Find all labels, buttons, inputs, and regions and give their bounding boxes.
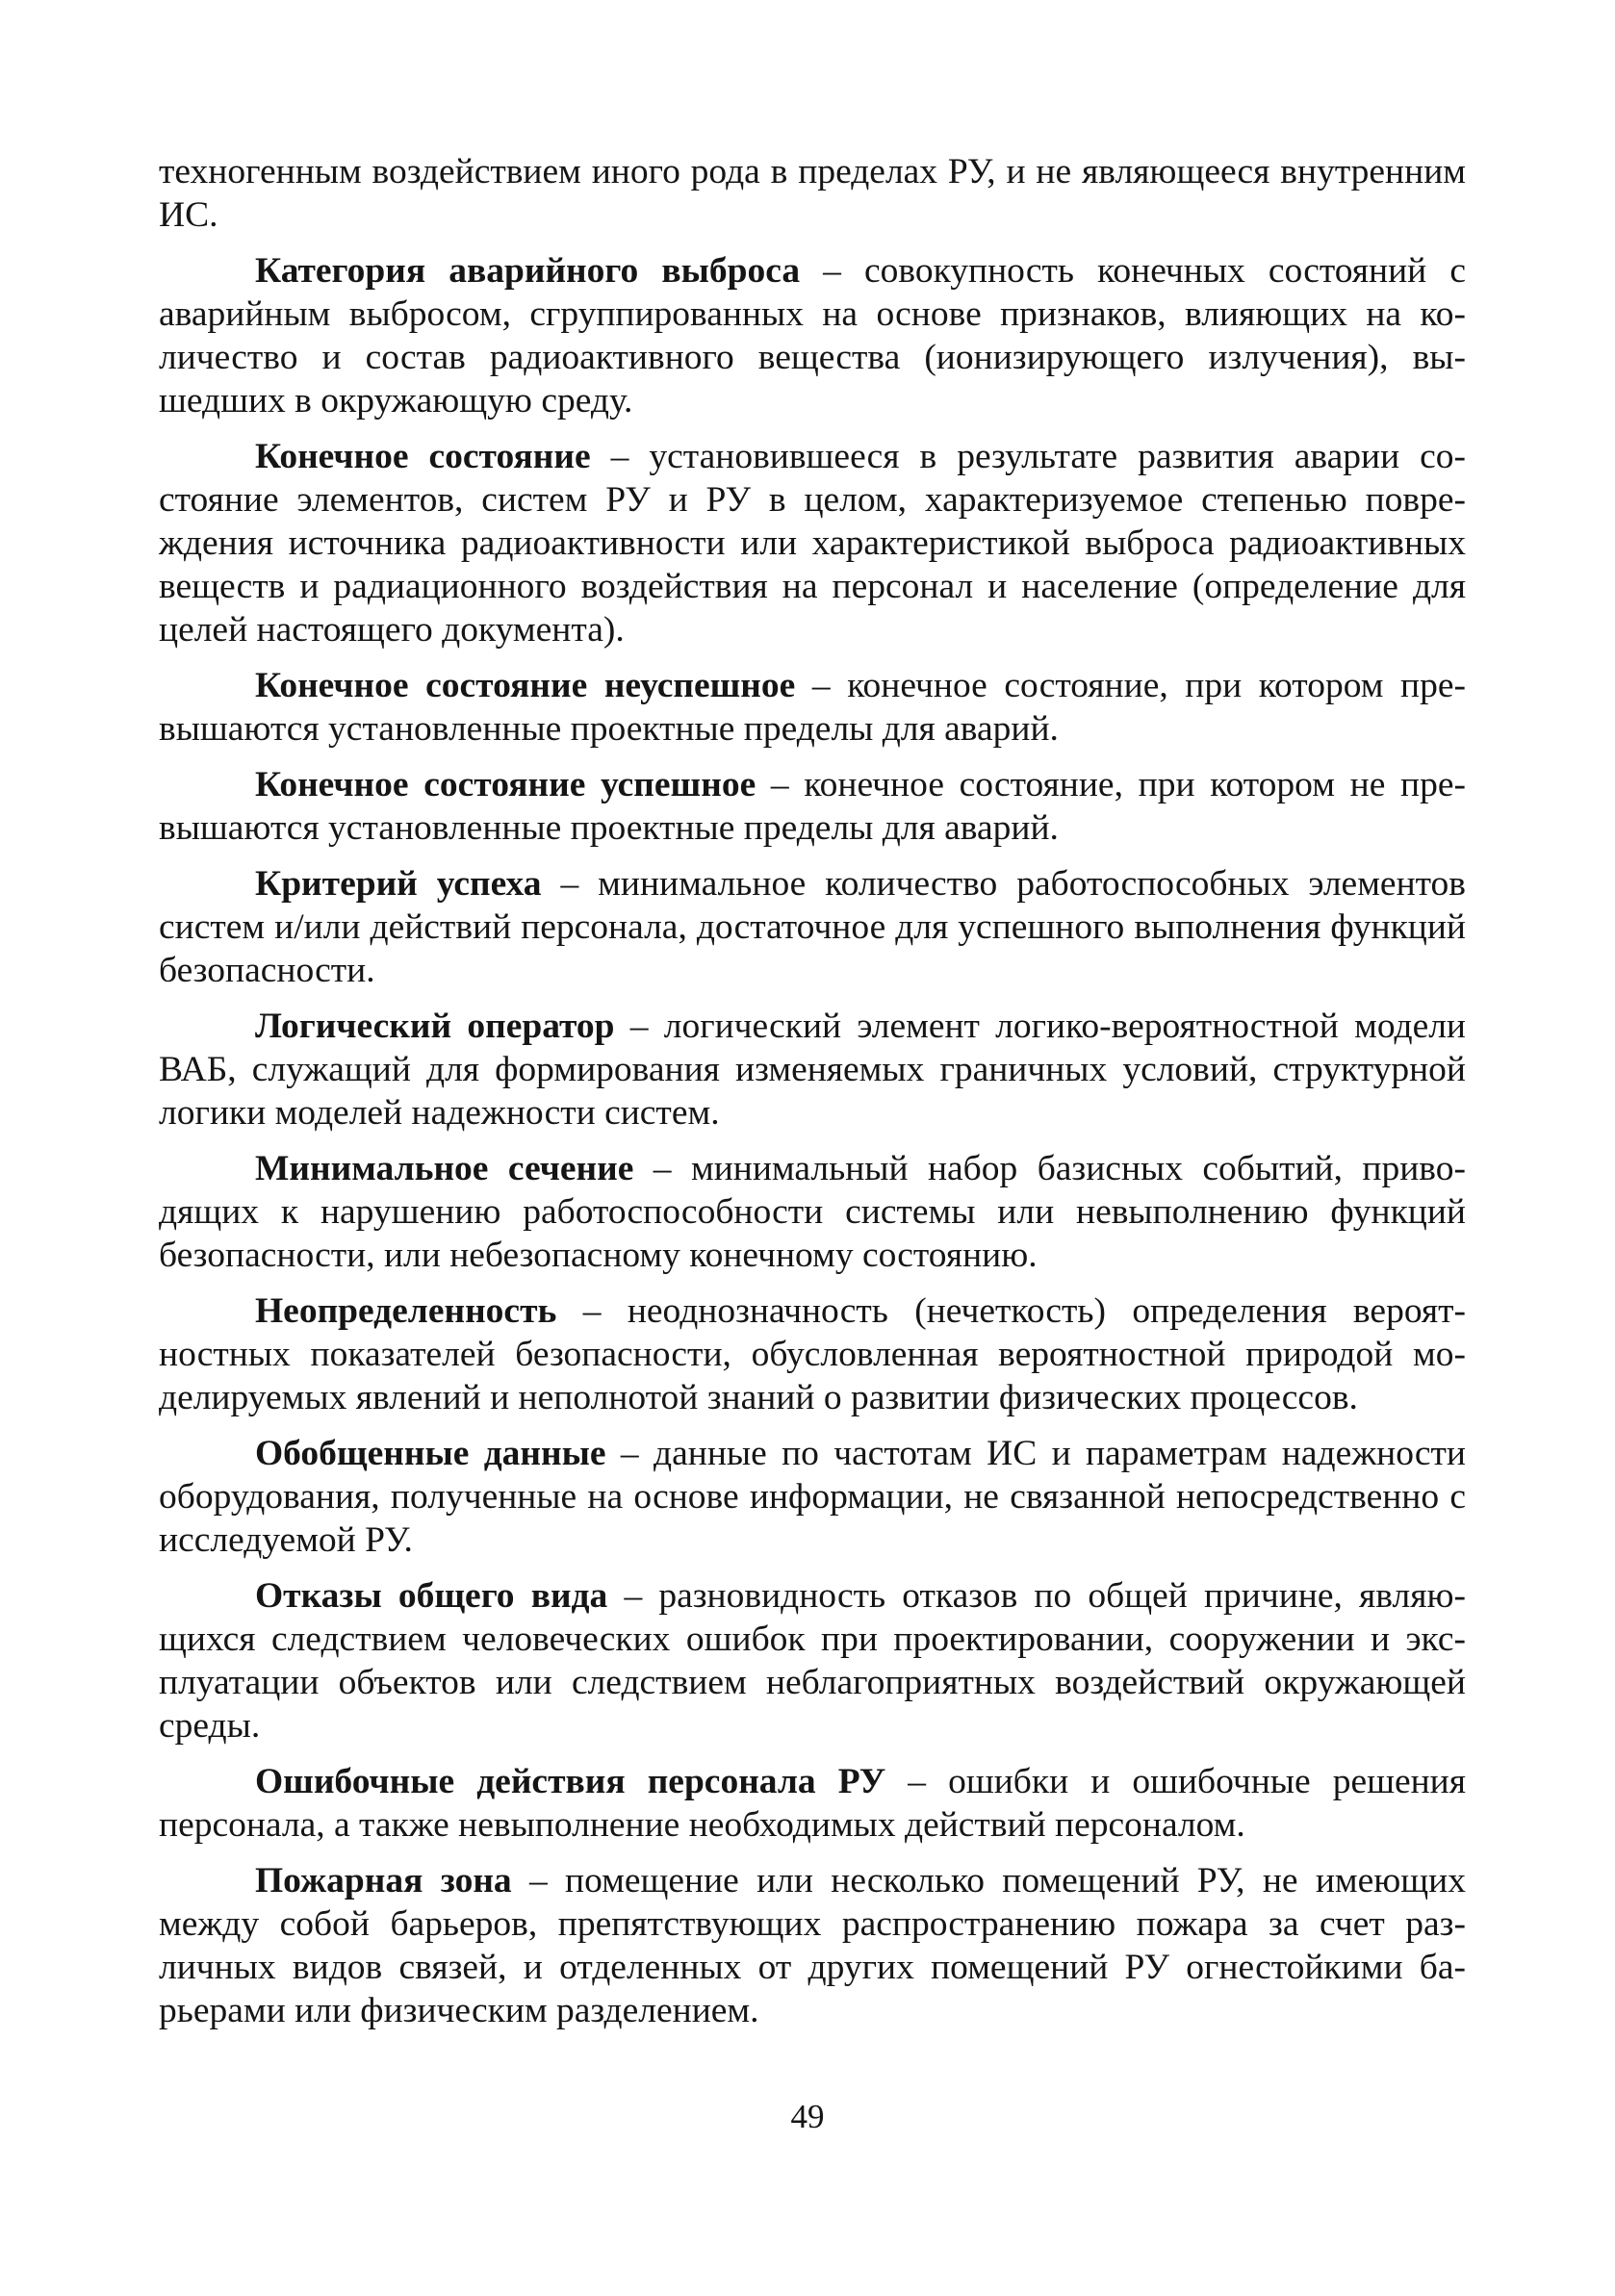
glossary-definition: – минимальный набор базисных событий, приводящих к нарушению работоспособности системы или невыполнению функций безопасности, или небезопасному конечному состоянию. [159, 1149, 1466, 1275]
glossary-definition: – логический элемент логико-вероятностной модели ВАБ, служащий для формирования изменяемых граничных условий, структурной логики моделей надежности систем. [159, 1007, 1466, 1133]
glossary-term: Неопределенность [255, 1291, 557, 1331]
glossary-entry [159, 249, 1466, 422]
glossary-definition: – совокупность конечных состояний с аварийным выбросом, сгруппированных на основе признаков, влияющих на количество и состав радиоактивного вещества (ионизирующего излучения), вышедших в окружающую среду. [159, 251, 1466, 421]
glossary-entry [159, 1289, 1466, 1419]
glossary-entry [159, 435, 1466, 651]
glossary-term: Пожарная зона [255, 1861, 512, 1901]
glossary-entries [159, 249, 1466, 2032]
glossary-term: Конечное состояние успешное [255, 765, 756, 804]
glossary-definition: – ошибки и ошибочные решения персонала, а также невыполнение необходимых действий персоналом. [159, 1762, 1466, 1845]
glossary-definition: – неоднозначность (нечеткость) определения вероятностных показателей безопасности, обусловленная вероятностной природой моделируемых явлений и неполнотой знаний о развитии физических процессов. [159, 1291, 1466, 1417]
glossary-entry [159, 664, 1466, 751]
glossary-term: Конечное состояние неуспешное [255, 666, 796, 705]
glossary-term: Критерий успеха [255, 864, 542, 904]
glossary-entry [159, 1574, 1466, 1748]
glossary-entry [159, 862, 1466, 992]
glossary-definition: – разновидность отказов по общей причине, являющихся следствием человеческих ошибок при проектировании, сооружении и эксплуатации объектов или следствием неблагоприятных воздействий окружающей среды. [159, 1576, 1466, 1746]
glossary-definition: – конечное состояние, при котором превышаются установленные проектные пределы для аварий. [159, 666, 1467, 749]
glossary-definition: – конечное состояние, при котором не превышаются установленные проектные пределы для аварий. [159, 765, 1466, 848]
glossary-term: Отказы общего вида [255, 1576, 608, 1616]
glossary-term: Обобщенные данные [255, 1434, 606, 1473]
glossary-entry [159, 1147, 1466, 1277]
glossary-entry [159, 1432, 1466, 1562]
glossary-text [159, 150, 1466, 2032]
glossary-entry [159, 1859, 1466, 2032]
glossary-entry [159, 763, 1466, 850]
glossary-term: Ошибочные действия персонала РУ [255, 1762, 886, 1801]
glossary-definition: – установившееся в результате развития аварии состояние элементов, систем РУ и РУ в целом, характеризуемое степенью повреждения источника радиоактивности или характеристикой выброса радиоактивных веществ и радиационного воздействия на персонал и население (определение для целей настоящего документа). [159, 437, 1466, 650]
glossary-definition: – минимальное количество работоспособных элементов систем и/или действий персонала, достаточное для успешного выполнения функций безопасности. [159, 864, 1466, 990]
glossary-term: Конечное состояние [255, 437, 591, 476]
glossary-entry [159, 1760, 1466, 1847]
glossary-term: Минимальное сечение [255, 1149, 634, 1188]
continued-paragraph: техногенным воздействием иного рода в пределах РУ, и не являющееся внутренним ИС. [159, 152, 1466, 235]
page-number: 49 [790, 2098, 825, 2135]
glossary-term: Категория аварийного выброса [255, 251, 801, 291]
glossary-entry [159, 1005, 1466, 1135]
glossary-definition: – помещение или несколько помещений РУ, не имеющих между собой барьеров, препятствующих распространению пожара за счет различных видов связей, и отделенных от других помещений РУ огнестойкими барьерами или физическим разделением. [159, 1861, 1466, 2030]
glossary-term: Логический оператор [255, 1007, 615, 1046]
glossary-definition: – данные по частотам ИС и параметрам надежности оборудования, полученные на основе информации, не связанной непосредственно с исследуемой РУ. [159, 1434, 1466, 1560]
